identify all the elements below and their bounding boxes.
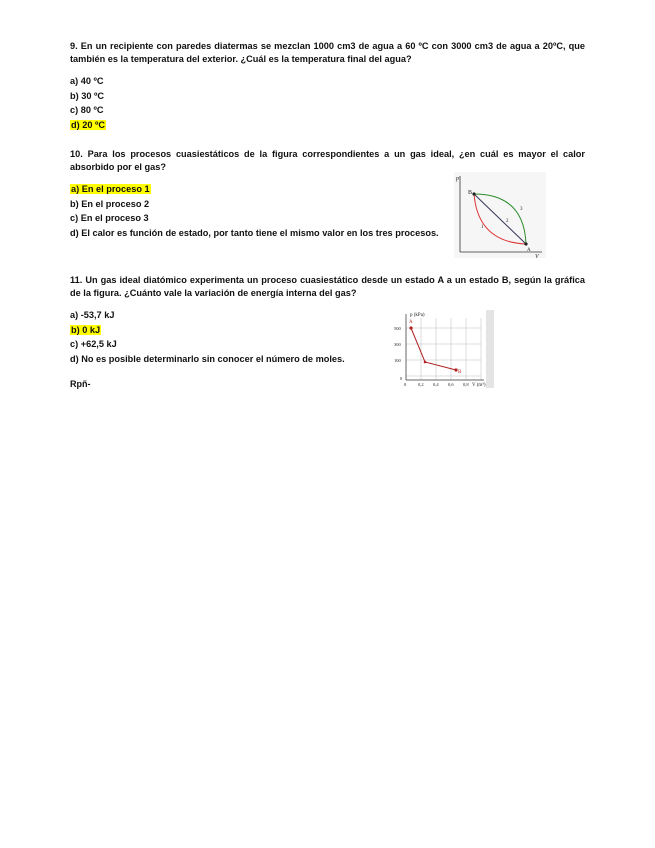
x-tick-08: 0,8 xyxy=(463,382,469,387)
point-b-label: B xyxy=(468,190,473,196)
y-axis-label: p (kPa) xyxy=(410,313,425,318)
q9-option-a[interactable]: a) 40 ºC xyxy=(70,76,104,86)
y-tick-300: 300 xyxy=(394,342,401,347)
process-path xyxy=(411,328,456,370)
point-a-label: A xyxy=(409,320,413,325)
point-b-label: B xyxy=(458,370,462,375)
q10-option-b[interactable]: b) En el proceso 2 xyxy=(70,198,150,209)
x-tick-06: 0,6 xyxy=(448,382,454,387)
q11-option-d[interactable]: d) No es posible determinarlo sin conocer el número de moles. xyxy=(70,353,345,364)
q10-option-c[interactable]: c) En el proceso 3 xyxy=(70,213,149,223)
v-axis-label: V xyxy=(535,254,539,258)
q9-option-d[interactable] xyxy=(70,118,585,133)
highlighted-answer: a) En el proceso 1 xyxy=(71,184,150,194)
q9-option-b[interactable]: b) 30 ºC xyxy=(70,90,104,101)
question-11-options xyxy=(70,308,585,366)
x-tick-0: 0 xyxy=(404,382,407,387)
q10-option-d[interactable]: d) El calor es función de estado, por tanto tiene el mismo valor en los tres procesos. xyxy=(70,227,439,238)
question-10-statement: Para los procesos cuasiestáticos de la figura correspondientes a un gas ideal, ¿en cuál es mayor el calor absorbido por el gas? xyxy=(70,149,585,172)
x-tick-04: 0,4 xyxy=(433,382,439,387)
answer-label: Rpñ- xyxy=(70,379,91,389)
q11-option-c[interactable]: c) +62,5 kJ xyxy=(70,339,117,349)
question-11-text xyxy=(70,274,585,300)
curve-2-label: 2 xyxy=(506,219,509,224)
curve-3-label: 3 xyxy=(520,207,523,212)
q9-option-c[interactable]: c) 80 ºC xyxy=(70,105,104,115)
highlighted-answer: b) 0 kJ xyxy=(71,324,101,335)
x-axis-label: V (m³) xyxy=(472,383,486,388)
question-11-number: 11. xyxy=(70,275,83,285)
y-tick-500: 500 xyxy=(394,326,401,331)
x-tick-02: 0,2 xyxy=(418,382,424,387)
q11-option-b[interactable] xyxy=(70,323,585,338)
point-a-label: A xyxy=(527,248,531,253)
question-11-statement: Un gas ideal diatómico experimenta un proceso cuasiestático desde un estado A a un estado B, según la gráfica de la figura. ¿Cuánto vale la variación de energía interna del gas? xyxy=(70,275,585,298)
question-9-text xyxy=(70,40,585,66)
q11-option-a[interactable]: a) -53,7 kJ xyxy=(70,310,115,320)
question-9-number: 9. xyxy=(70,41,78,51)
question-10 xyxy=(70,148,585,258)
curve-1-label: 1 xyxy=(481,225,484,230)
highlighted-answer: d) 20 ºC xyxy=(71,119,105,130)
pv-diagram-processes xyxy=(454,172,546,258)
y-tick-0: 0 xyxy=(400,376,403,381)
y-tick-100: 100 xyxy=(394,358,401,363)
question-9 xyxy=(70,40,585,132)
question-10-number: 10. xyxy=(70,149,83,159)
question-9-statement: En un recipiente con paredes diatermas se mezclan 1000 cm3 de agua a 60 ºC con 3000 cm3 de agua a 20ºC, que también es la temperatura del exterior. ¿Cuál es la temperatura final del agua? xyxy=(70,41,585,64)
question-9-options xyxy=(70,74,585,132)
pv-graph-ab xyxy=(392,310,494,388)
question-10-text xyxy=(70,148,585,174)
p-axis-label: p xyxy=(456,176,459,182)
